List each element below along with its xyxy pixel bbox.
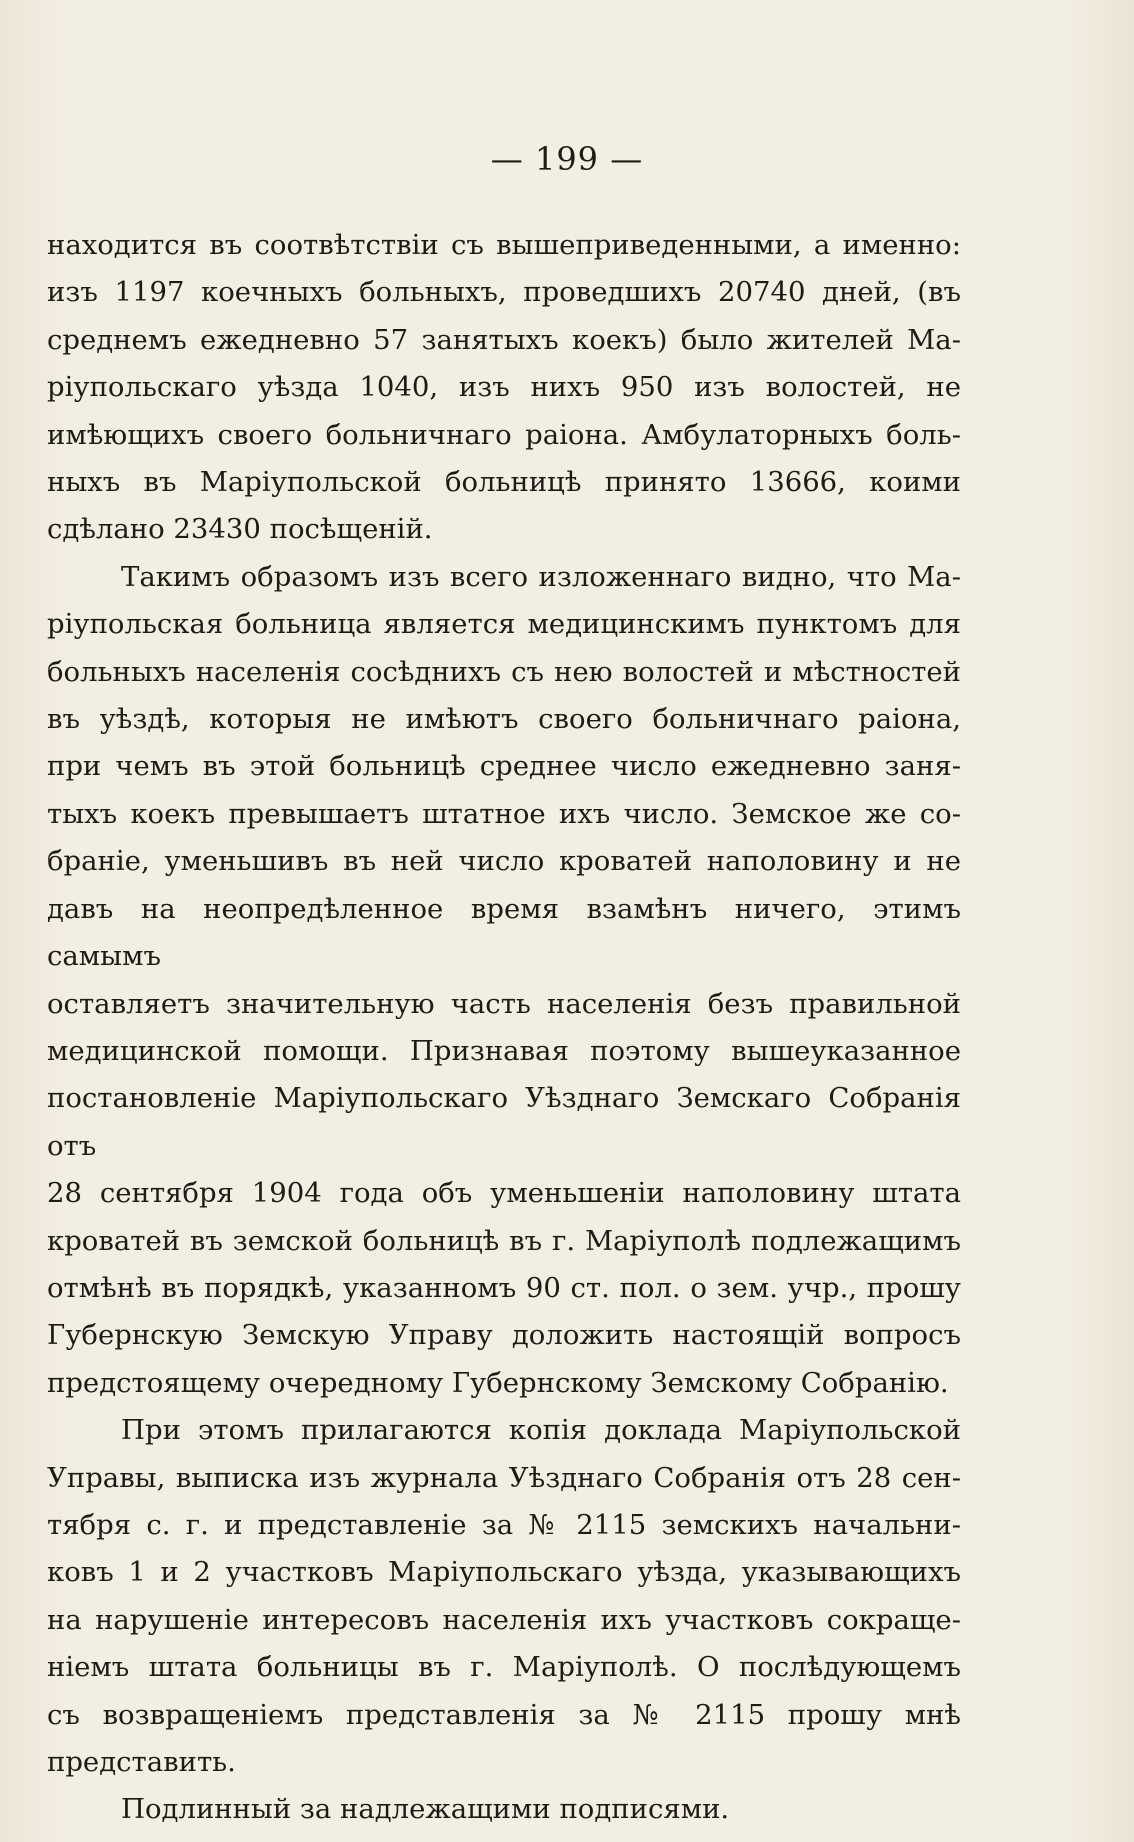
text-line: съ возвращеніемъ представленія за № 2115 прошу мнѣ bbox=[47, 1698, 961, 1731]
text-line: ріупольскаго уѣзда 1040, изъ нихъ 950 изъ волостей, не bbox=[47, 371, 961, 404]
text-line: изъ 1197 коечныхъ больныхъ, проведшихъ 20740 дней, (въ bbox=[47, 276, 961, 309]
text-line: кроватей въ земской больницѣ въ г. Маріуполѣ подлежащимъ bbox=[47, 1224, 961, 1257]
text-line: При этомъ прилагаются копія доклада Маріупольской bbox=[121, 1414, 961, 1447]
text-line: на нарушеніе интересовъ населенія ихъ участковъ сокраще- bbox=[47, 1603, 961, 1636]
text-line: Губернскую Земскую Управу доложить настоящій вопросъ bbox=[47, 1319, 961, 1352]
page-number: — 199 — bbox=[490, 140, 644, 178]
text-line: оставляетъ значительную часть населенія безъ правильной bbox=[47, 987, 961, 1020]
text-line: Такимъ образомъ изъ всего изложеннаго видно, что Ма- bbox=[121, 560, 961, 593]
text-line: представить. bbox=[47, 1746, 236, 1778]
text-line: 28 сентября 1904 года объ уменьшеніи наполовину штата bbox=[47, 1177, 961, 1210]
text-line: отмѣнѣ въ порядкѣ, указанномъ 90 ст. пол. о зем. учр., прошу bbox=[47, 1271, 961, 1304]
text-line: ніемъ штата больницы въ г. Маріуполѣ. О послѣдующемъ bbox=[47, 1651, 961, 1684]
body-text bbox=[47, 222, 961, 1834]
text-line: ныхъ въ Маріупольской больницѣ принято 13666, коими bbox=[47, 466, 961, 499]
text-line: при чемъ въ этой больницѣ среднее число ежедневно заня- bbox=[47, 750, 961, 783]
text-line: Управы, выписка изъ журнала Уѣзднаго Собранія отъ 28 сен- bbox=[47, 1461, 961, 1494]
text-line: въ уѣздѣ, которыя не имѣютъ своего больничнаго раіона, bbox=[47, 703, 961, 736]
text-line: находится въ соотвѣтствіи съ вышеприведенными, а именно: bbox=[47, 229, 961, 261]
text-line: среднемъ ежедневно 57 занятыхъ коекъ) было жителей Ма- bbox=[47, 323, 961, 356]
text-line: тября с. г. и представленіе за № 2115 земскихъ начальни- bbox=[47, 1508, 961, 1541]
text-line: давъ на неопредѣленное время взамѣнъ ничего, этимъ самымъ bbox=[47, 892, 961, 973]
text-line: сдѣлано 23430 посѣщеній. bbox=[47, 513, 433, 546]
text-line: медицинской помощи. Признавая поэтому вышеуказанное bbox=[47, 1034, 961, 1067]
text-line: ковъ 1 и 2 участковъ Маріупольскаго уѣзда, указывающихъ bbox=[47, 1556, 961, 1589]
text-line: Подлинный за надлежащими подписями. bbox=[121, 1793, 730, 1826]
text-line: больныхъ населенія сосѣднихъ съ нею волостей и мѣстностей bbox=[47, 655, 961, 688]
text-line: браніе, уменьшивъ въ ней число кроватей наполовину и не bbox=[47, 845, 961, 878]
text-line: предстоящему очередному Губернскому Земскому Собранію. bbox=[47, 1366, 949, 1399]
text-line: ріупольская больница является медицинскимъ пунктомъ для bbox=[47, 608, 961, 641]
text-line: имѣющихъ своего больничнаго раіона. Амбулаторныхъ боль- bbox=[47, 418, 961, 451]
text-line: постановленіе Маріупольскаго Уѣзднаго Земскаго Собранія отъ bbox=[47, 1082, 961, 1162]
text-line: тыхъ коекъ превышаетъ штатное ихъ число. Земское же со- bbox=[47, 797, 961, 830]
